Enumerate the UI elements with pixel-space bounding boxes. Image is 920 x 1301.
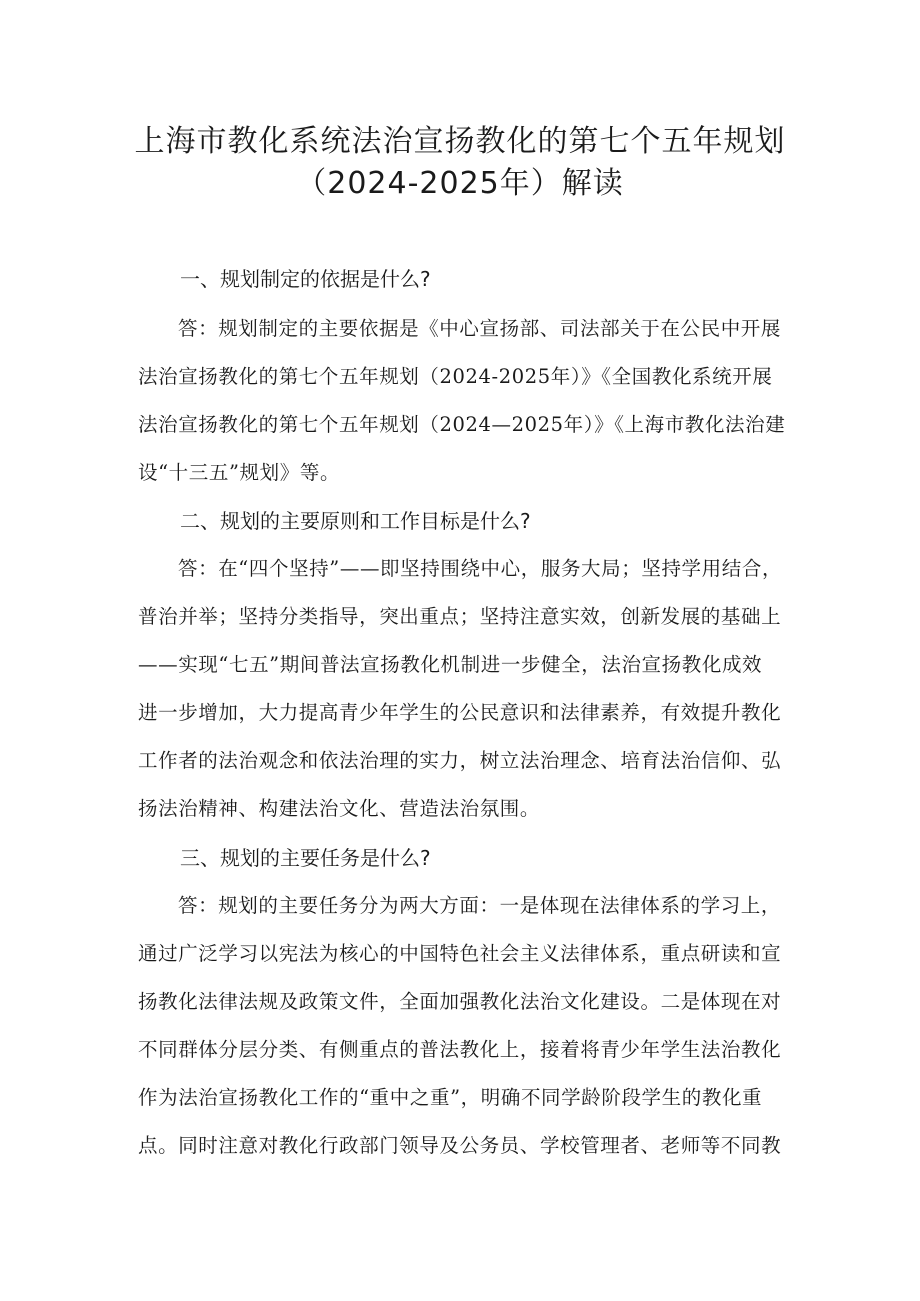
section-3-line-6: 点。同时注意对教化行政部门领导及公务员、学校管理者、老师等不同教 <box>138 1134 782 1157</box>
section-2-line-3: ——实现“七五”期间普法宣扬教化机制进一步健全，法治宣扬教化成效 <box>138 653 763 676</box>
section-1-line-3: 法治宣扬教化的第七个五年规划（2024—2025年）》《上海市教化法治建 <box>138 413 786 436</box>
section-1-line-1: 答：规划制定的主要依据是《中心宣扬部、司法部关于在公民中开展 <box>178 317 782 340</box>
document-title-line-1: 上海市教化系统法治宣扬教化的第七个五年规划 <box>134 124 786 159</box>
section-2-line-6: 扬法治精神、构建法治文化、营造法治氛围。 <box>138 797 541 820</box>
section-3-heading: 三、规划的主要任务是什么? <box>180 846 431 870</box>
section-3-line-1: 答：规划的主要任务分为两大方面：一是体现在法律体系的学习上， <box>178 894 782 917</box>
section-2-line-2: 普治并举；坚持分类指导，突出重点；坚持注意实效，创新发展的基础上 <box>138 605 782 628</box>
section-2-line-5: 工作者的法治观念和依法治理的实力，树立法治理念、培育法治信仰、弘 <box>138 749 782 772</box>
section-2-heading: 二、规划的主要原则和工作目标是什么? <box>180 509 531 533</box>
section-3-line-5: 作为法治宣扬教化工作的“重中之重”，明确不同学龄阶段学生的教化重 <box>138 1086 763 1109</box>
section-2-line-4: 进一步增加，大力提高青少年学生的公民意识和法律素养，有效提升教化 <box>138 701 782 724</box>
section-1-heading: 一、规划制定的依据是什么? <box>180 267 431 291</box>
section-2-line-1: 答：在“四个坚持”——即坚持围绕中心，服务大局；坚持学用结合， <box>178 557 783 580</box>
section-3-line-2: 通过广泛学习以宪法为核心的中国特色社会主义法律体系，重点研读和宣 <box>138 942 782 965</box>
section-1-line-4: 设“十三五”规划》等。 <box>138 461 341 484</box>
document-title-line-2: （2024-2025年）解读 <box>296 166 624 201</box>
section-3-line-4: 不同群体分层分类、有侧重点的普法教化上，接着将青少年学生法治教化 <box>138 1038 782 1061</box>
section-3-line-3: 扬教化法律法规及政策文件，全面加强教化法治文化建设。二是体现在对 <box>138 990 782 1013</box>
section-1-line-2: 法治宣扬教化的第七个五年规划（2024-2025年）》《全国教化系统开展 <box>138 365 773 388</box>
